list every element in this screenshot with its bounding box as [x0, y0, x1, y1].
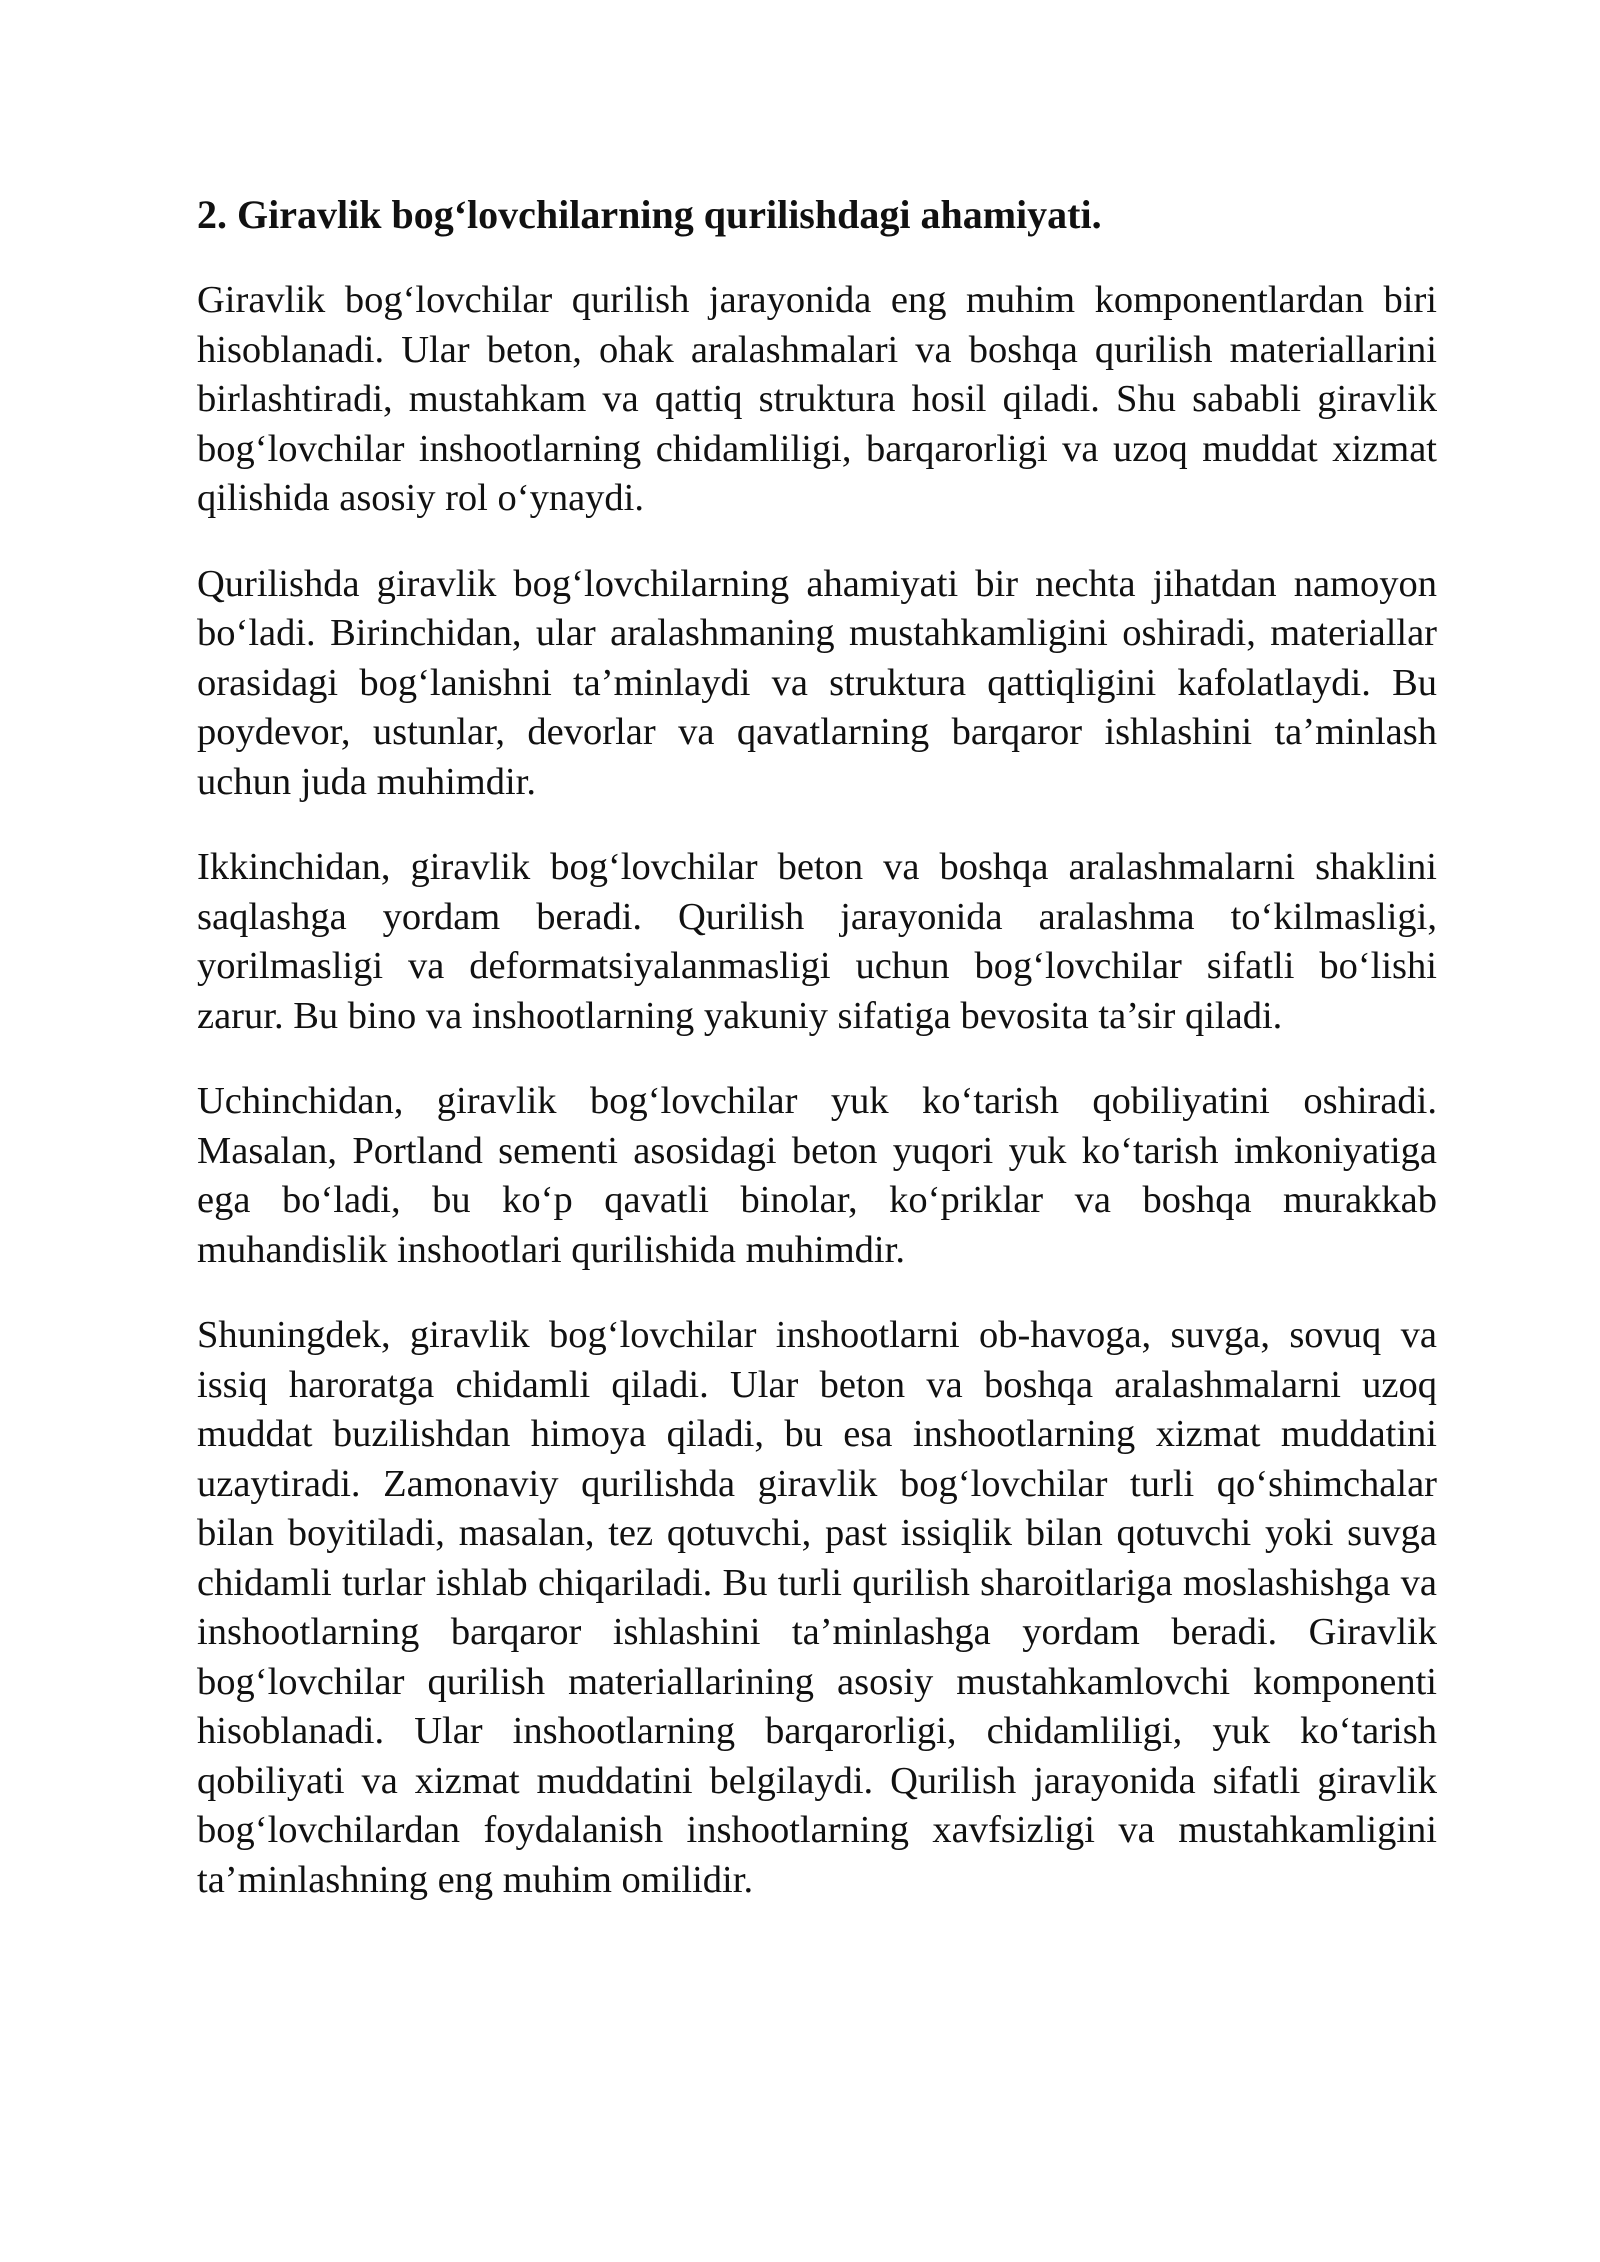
paragraph-2: Qurilishda giravlik bog‘lovchilarning ahamiyati bir nechta jihatdan namoyon bo‘ladi. Birinchidan, ular aralashmaning mustahkamligini oshiradi, materiallar orasidagi bog‘lanishni ta’minlaydi va struktura qattiqligini kafolatlaydi. Bu poydevor, ustunlar, devorlar va qavatlarning barqaror ishlashini ta’minlash uchun juda muhimdir. [197, 562, 1437, 803]
paragraph-1: Giravlik bog‘lovchilar qurilish jarayonida eng muhim komponentlardan biri hisoblanadi. Ular beton, ohak aralashmalari va boshqa qurilish materiallarini birlashtiradi, mustahkam va qattiq struktura hosil qiladi. Shu sababli giravlik bog‘lovchilar inshootlarning chidamliligi, barqarorligi va uzoq muddat xizmat qilishida asosiy rol o‘ynaydi. [197, 279, 1437, 519]
document-body [197, 190, 1437, 1941]
section-heading: 2. Giravlik bog‘lovchilarning qurilishdagi ahamiyati. [197, 192, 1102, 237]
paragraph-3: Ikkinchidan, giravlik bog‘lovchilar beton va boshqa aralashmalarni shaklini saqlashga yordam beradi. Qurilish jarayonida aralashma to‘kilmasligi, yorilmasligi va deformatsiyalanmasligi uchun bog‘lovchilar sifatli bo‘lishi zarur. Bu bino va inshootlarning yakuniy sifatiga bevosita ta’sir qiladi. [197, 846, 1437, 1037]
paragraph-4: Uchinchidan, giravlik bog‘lovchilar yuk ko‘tarish qobiliyatini oshiradi. Masalan, Portland sementi asosidagi beton yuqori yuk ko‘tarish imkoniyatiga ega bo‘ladi, bu ko‘p qavatli binolar, ko‘priklar va boshqa murakkab muhandislik inshootlari qurilishida muhimdir. [197, 1080, 1437, 1271]
paragraph-5: Shuningdek, giravlik bog‘lovchilar inshootlarni ob-havoga, suvga, sovuq va issiq haroratga chidamli qiladi. Ular beton va boshqa aralashmalarni uzoq muddat buzilishdan himoya qiladi, bu esa inshootlarning xizmat muddatini uzaytiradi. Zamonaviy qurilishda giravlik bog‘lovchilar turli qo‘shimchalar bilan boyitiladi, masalan, tez qotuvchi, past issiqlik bilan qotuvchi yoki suvga chidamli turlar ishlab chiqariladi. Bu turli qurilish sharoitlariga moslashishga va inshootlarning barqaror ishlashini ta’minlashga yordam beradi. Giravlik bog‘lovchilar qurilish materiallarining asosiy mustahkamlovchi komponenti hisoblanadi. Ular inshootlarning barqarorligi, chidamliligi, yuk ko‘tarish qobiliyati va xizmat muddatini belgilaydi. Qurilish jarayonida sifatli giravlik bog‘lovchilardan foydalanish inshootlarning xavfsizligi va mustahkamligini ta’minlashning eng muhim omilidir. [197, 1314, 1437, 1901]
